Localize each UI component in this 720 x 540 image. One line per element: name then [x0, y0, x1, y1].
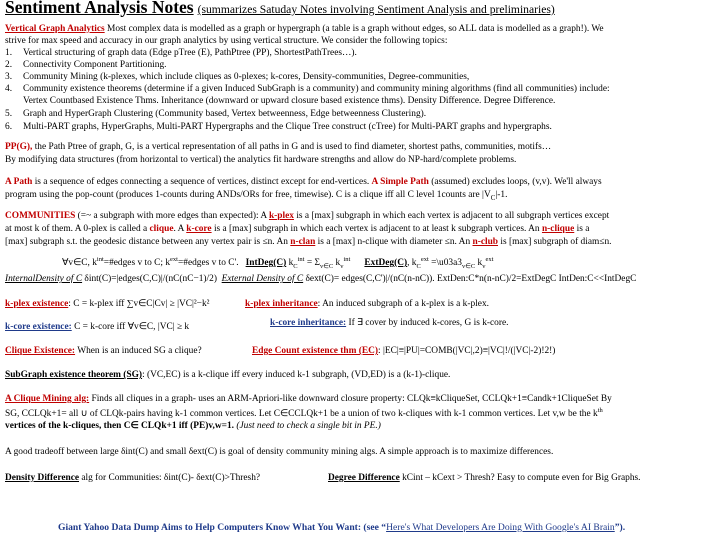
topic-item-4: 4. Community existence theorems (determine if a given Induced SubGraph is a community) and community mining algorithms (find all communities) include: [5, 84, 610, 94]
pp-line-1: PP(G), the Path Ptree of graph, G, is a vertical representation of all paths in G and is used to find diameter, shortest paths, communities, motifs… [5, 142, 552, 152]
mining-line-2: SG, CCLQk+1= all ∪ of CLQk-pairs having k-1 common vertices. Let C∈CCLQk+1 be a union of two k-cliques with k-1 common vertices. Let v,w be the $k^{th}$ [5, 407, 603, 420]
topic-item-2: 2. Connectivity Component Partitioning. [5, 60, 167, 70]
topic-item-6: 6. Multi-PART graphs, HyperGraphs, Multi-PART Hypergraphs and the Clique Tree construct (cTree) for Multi-PART graphs and hypergraphs. [5, 122, 552, 132]
footer-link[interactable]: Here's What Developers Are Doing With Google's AI Brain [386, 522, 615, 533]
topic-item-5: 5. Graph and HyperGraph Clustering (Community based, Vertex betweenness, Edge betweenness Clustering). [5, 109, 427, 119]
topic-item-4-cont: Vertex Countbased Existence Thms. Inheritance (downward or upward closure based existence thms). Density Difference. Degree Difference. [23, 96, 556, 106]
kplex-inheritance: k-plex inheritance: An induced subgraph of a k-plex is a k-plex. [245, 299, 489, 309]
intro-heading: Vertical Graph Analytics [5, 24, 105, 34]
kcore-existence: k-core existence: C = k-core iff ∀v∈C, |VC| ≥ k [5, 322, 190, 332]
topic-item-3: 3. Community Mining (k-plexes, which include cliques as 0-plexes; k-cores, Density-communities, Degree-communities, [5, 72, 470, 82]
communities-line-2: at most k of them. A 0-plex is called a clique. A k-core is a [max] subgraph in which each vertex is adjacent to at least k subgraph vertices. An n-clique is a [5, 224, 590, 234]
page-subtitle: (summarizes Satuday Notes involving Sentiment Analysis and preliminaries) [197, 3, 555, 16]
page-title: Sentiment Analysis Notes [5, 0, 194, 17]
degree-difference: Degree Difference kCint – kCext > Thresh? Easy to compute even for Big Graphs. [328, 473, 641, 483]
kcore-inheritance: k-core inheritance: If ∃ cover by induced k-cores, G is k-core. [270, 318, 509, 328]
mining-line-1: A Clique Mining alg: Finds all cliques in a graph- uses an ARM-Apriori-like downward closure property: CLQk≡kCliqueSet, CCLQk+1≡Candk+1CliqueSet By [5, 394, 612, 404]
pp-heading: PP(G), [5, 142, 33, 152]
communities-line-1: COMMUNITIES (=~ a subgraph with more edges than expected): A k-plex is a [max] subgraph in which each vertex is adjacent to all subgraph vertices except [5, 211, 610, 221]
path-line-1: A Path is a sequence of edges connecting a sequence of vertices, distinct except for end-vertices. A Simple Path (assumed) excludes loops, (v,v). We'll always [5, 177, 602, 187]
degree-line: ∀v∈C, $k^{int}=\#edges$ v to C; $k^{ext}=\#edges$ v to C'. IntDeg(C) $k_C^{int} = \Sigma_{v\in C}$ $k_v^{int}$ ExtDeg(C), $k_C^{ext}$ $=\backslash u03a3_{v\in C}$ $k_v^{ext}$ [62, 256, 494, 270]
path-heading: A Path [5, 177, 33, 187]
mining-line-3: vertices of the k-cliques, then C∈ CLQk+1 iff (PE)v,w=1. (Just need to check a single bit in PE.) [5, 421, 381, 431]
communities-line-3: [max] subgraph s.t. the geodesic distance between any vertex pair is ≤n. An n-clan is a [max] n-clique with diameter ≤n. An n-club is [max] subgraph of diam≤n. [5, 237, 612, 247]
communities-heading: COMMUNITIES [5, 211, 76, 221]
clique-existence: Clique Existence: When is an induced SG a clique? [5, 346, 202, 356]
tradeoff-line: A good tradeoff between large δint(C) and small δext(C) is goal of density community mining algs. A simple approach is to maximize differences. [5, 447, 554, 457]
subgraph-theorem: SubGraph existence theorem (SG): (VC,EC) is a k-clique iff every induced k-1 subgraph, (VD,ED) is a (k-1)-clique. [5, 370, 451, 380]
intro-line-2: strive for max speed and accuracy in our graph analytics by using vertical structure. We consider the following topics: [5, 36, 448, 46]
density-line: InternalDensity of C δint(C)=|edges(C,C)|/(nC(nC−1)/2) External Density of C δext(C)= edges(C,C')|/(nC(n-nC)). ExtDen:C*n(n-nC)/2=ExtDegC IntDen:C<<IntDegC [5, 274, 637, 284]
edge-count-theorem: Edge Count existence thm (EC): |EC|≡|PU|=COMB(|VC|,2)≡|VC|!/(|VC|-2)!2!) [252, 346, 556, 356]
density-difference: Density Difference alg for Communities: δint(C)- δext(C)>Thresh? [5, 473, 261, 483]
topic-item-1: 1. Vertical structuring of graph data (Edge pTree (E), PathPtree (PP), ShortestPathTrees…). [5, 48, 357, 58]
kplex-existence: k-plex existence: C = k-plex iff ∑v∈C|Cv| ≥ |VC|²−k² [5, 299, 210, 309]
page-header [5, 0, 555, 18]
footer-line: Giant Yahoo Data Dump Aims to Help Computers Know What You Want: (see “Here's What Developers Are Doing With Google's AI Brain”). [58, 522, 626, 533]
pp-line-2: By modifying data structures (from horizontal to vertical) the analytics fit hardware strengths and allow do NP-hard/complete problems. [5, 155, 517, 165]
intro-line-1: Vertical Graph Analytics Most complex data is modelled as a graph or hypergraph (a table is a graph without edges, so ALL data is modelled as a graph!). We [5, 24, 604, 34]
path-line-2: program using the pop-count (produces 1-counts during ANDs/ORs for free, timewise). C is a clique iff all C level 1counts are $|V_C|-1$. [5, 190, 508, 202]
